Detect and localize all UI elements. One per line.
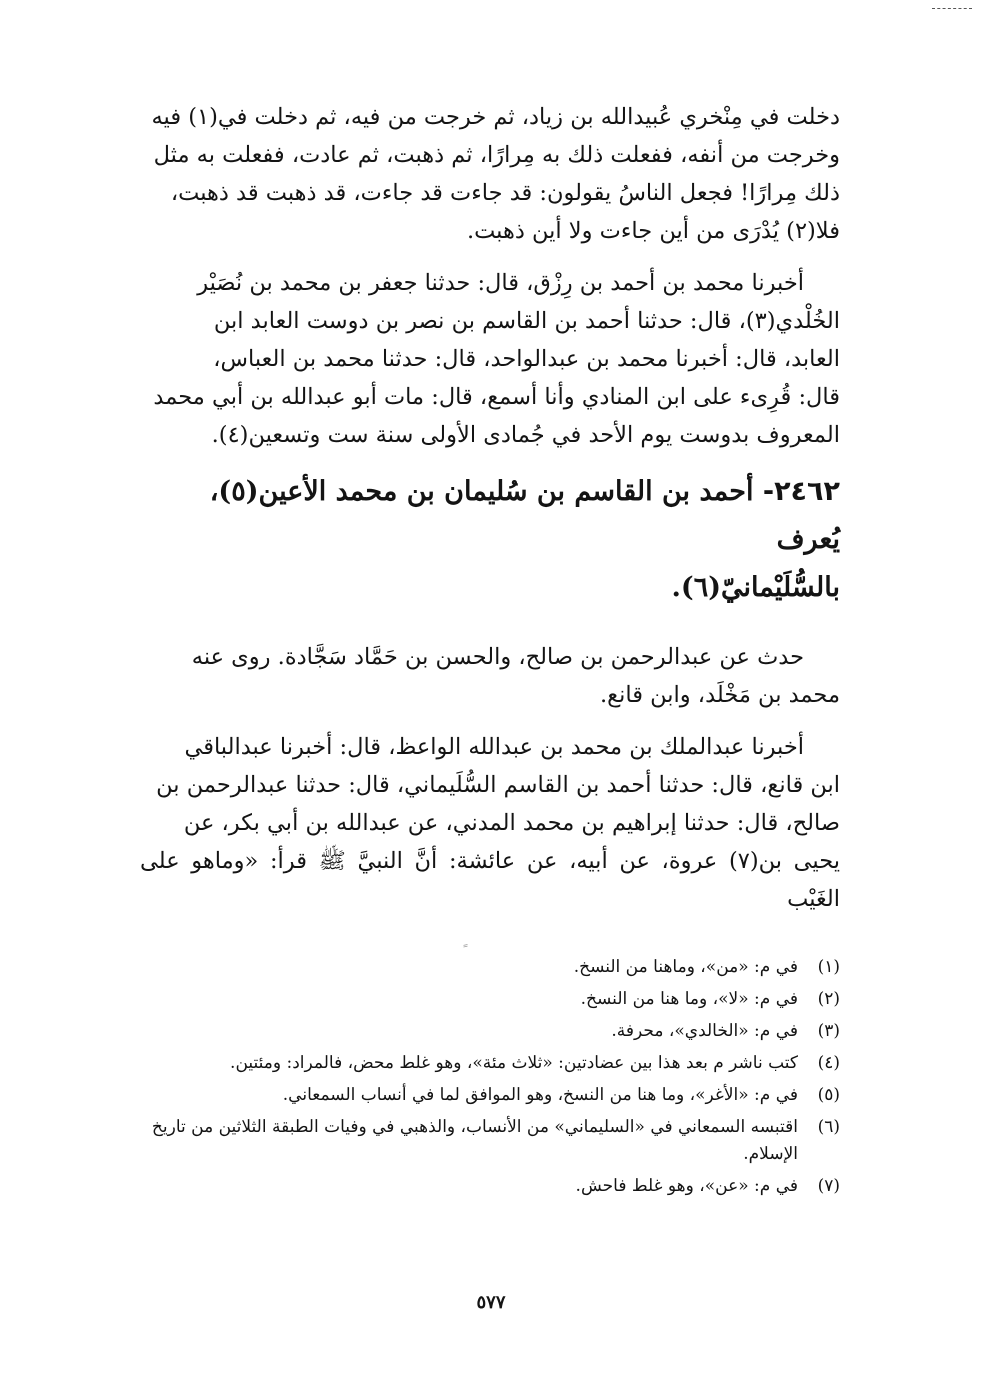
page-number: ٥٧٧ <box>476 1292 506 1313</box>
text-line: أخبرنا محمد بن أحمد بن رِزْق، قال: حدثنا جعفر بن محمد بن نُصَيْر <box>197 270 804 296</box>
text-line: الخُلْدي(٣)، قال: حدثنا أحمد بن القاسم بن نصر بن دوست العابد ابن <box>213 308 840 334</box>
footnote-number: (٢) <box>817 989 840 1009</box>
text-line: يحيى بن(٧) عروة، عن أبيه، عن عائشة: أنَّ النبيَّ ﷺ قرأ: «وماهو على الغَيْب <box>140 848 840 912</box>
bio-paragraph <box>140 638 840 714</box>
text-line: فلا(٢) يُدْرَى من أين جاءت ولا أين ذهبت. <box>466 218 840 244</box>
footnote-text: كتب ناشر م بعد هذا بين عضادتين: «ثلاث مئة»، وهو غلط محض، فالمراد: ومئتين. <box>230 1053 798 1073</box>
text-line: صالح، قال: حدثنا إبراهيم بن محمد المدني، عن عبدالله بن أبي بكر، عن <box>183 810 840 836</box>
page-body <box>140 98 840 1205</box>
corner-mark <box>932 8 972 9</box>
entry-title-line: أحمد بن القاسم بن سُليمان بن محمد الأعين(٥)، يُعرف <box>209 476 840 555</box>
footnote <box>140 1082 840 1109</box>
text-line: حدث عن عبدالرحمن بن صالح، والحسن بن حَمَّاد سَجَّادة. روى عنه <box>191 644 804 670</box>
footnote <box>140 1173 840 1200</box>
text-line: وخرجت من أنفه، ففعلت ذلك به مِرارًا، ثم ذهبت، ثم عادت، ففعلت به مثل <box>153 142 840 168</box>
footnote-text: اقتبسه السمعاني في «السليماني» من الأنساب، والذهبي في وفيات الطبقة الثلاثين من تاريخ الإسلام. <box>151 1117 798 1164</box>
footnote <box>140 1018 840 1045</box>
footnote-separator <box>140 932 840 950</box>
chain-paragraph-1 <box>140 264 840 454</box>
footnotes <box>140 954 840 1200</box>
footnote-number: (٥) <box>817 1085 840 1105</box>
chain-paragraph-2 <box>140 728 840 918</box>
footnote-number: (٤) <box>817 1053 840 1073</box>
footnote-number: (٣) <box>817 1021 840 1041</box>
footnote-number: (١) <box>817 957 840 977</box>
text-line: أخبرنا عبدالملك بن محمد بن عبدالله الواعظ، قال: أخبرنا عبدالباقي <box>184 734 804 760</box>
footnote-text: في م: «الخالدي»، محرفة. <box>611 1021 798 1041</box>
text-line: قال: قُرِىء على ابن المنادي وأنا أسمع، قال: مات أبو عبدالله بن أبي محمد <box>153 384 840 410</box>
text-line: المعروف بدوست يوم الأحد في جُمادى الأولى سنة ست وتسعين(٤). <box>211 422 840 448</box>
text-line: ابن قانع، قال: حدثنا أحمد بن القاسم السُّلَيماني، قال: حدثنا عبدالرحمن بن <box>156 772 840 798</box>
text-line: دخلت في مِنْخري عُبيدالله بن زياد، ثم خرجت من فيه، ثم دخلت في(١) فيه <box>151 104 840 130</box>
footnote-text: في م: «الأغر»، وما هنا من النسخ، وهو الموافق لما في أنساب السمعاني. <box>282 1085 798 1105</box>
footnote <box>140 1114 840 1168</box>
footnote-number: (٧) <box>817 1176 840 1196</box>
footnote <box>140 986 840 1013</box>
entry-title-line: بالسُّلَيْمانيّ(٦). <box>671 572 840 603</box>
footnote-text: في م: «لا»، وما هنا من النسخ. <box>580 989 798 1009</box>
footnote-number: (٦) <box>817 1117 840 1137</box>
footnote <box>140 954 840 981</box>
footnote <box>140 1050 840 1077</box>
text-line: ذلك مِرارًا! فجعل الناسُ يقولون: قد جاءت قد جاءت، قد ذهبت قد ذهبت، <box>170 180 840 206</box>
entry-number: ٢٤٦٢- <box>762 476 840 507</box>
footnote-text: في م: «عن»، وهو غلط فاحش. <box>575 1176 798 1196</box>
footnote-text: في م: «من»، وماهنا من النسخ. <box>573 957 798 977</box>
intro-paragraph <box>140 98 840 250</box>
text-line: محمد بن مَخْلَد، وابن قانع. <box>600 682 840 708</box>
text-line: العابد، قال: أخبرنا محمد بن عبدالواحد، قال: حدثنا محمد بن العباس، <box>213 346 840 372</box>
entry-heading <box>140 468 840 612</box>
